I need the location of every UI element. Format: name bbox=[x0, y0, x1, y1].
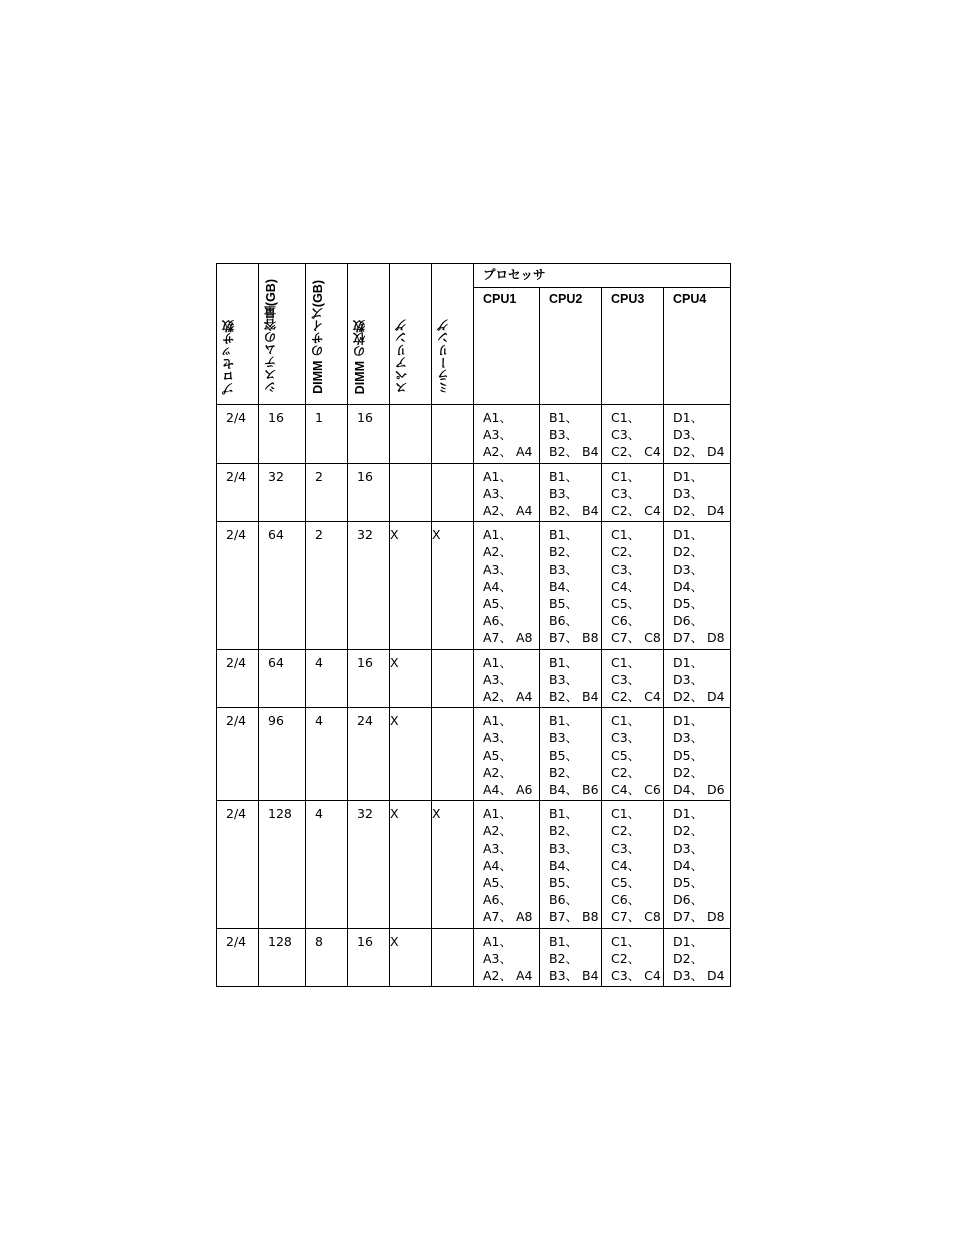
dimm-slot-entry: D1、 bbox=[673, 527, 704, 543]
cell-system-capacity: 16 bbox=[259, 405, 306, 464]
dimm-slot-entry: B1、 bbox=[549, 806, 579, 822]
dimm-slot-entry: B6、 bbox=[549, 892, 579, 908]
dimm-slot-entry: D2、 bbox=[673, 950, 704, 966]
dimm-slot-entry: C2、 C4 bbox=[611, 444, 661, 460]
cell-cpu2-slots bbox=[540, 649, 602, 708]
dimm-slot-entry: D5、 bbox=[673, 596, 704, 612]
cell-processor-count: 2/4 bbox=[217, 928, 259, 987]
cell-cpu3-slots bbox=[602, 708, 664, 801]
header-dimm-size-label: DIMM のサイズ bbox=[311, 307, 325, 394]
cell-cpu3-slots bbox=[602, 928, 664, 987]
dimm-slot-entry: A7、 A8 bbox=[483, 630, 533, 646]
dimm-slot-entry: C3、 bbox=[611, 730, 641, 746]
dimm-slot-entry: B5、 bbox=[549, 747, 579, 763]
dimm-slot-entry: C4、 bbox=[611, 578, 641, 594]
cell-processor-count: 2/4 bbox=[217, 801, 259, 928]
cell-processor-count: 2/4 bbox=[217, 708, 259, 801]
table-row bbox=[217, 463, 731, 522]
dimm-slot-entry: C2、 bbox=[611, 544, 641, 560]
dimm-slot-entry: C2、 C4 bbox=[611, 503, 661, 519]
dimm-slot-entry: A5、 bbox=[483, 747, 513, 763]
dimm-slot-entry: A3、 bbox=[483, 840, 513, 856]
cell-sparing bbox=[390, 405, 432, 464]
cell-cpu1-slots bbox=[474, 801, 540, 928]
cell-processor-count: 2/4 bbox=[217, 649, 259, 708]
dimm-slot-entry: C7、 C8 bbox=[611, 909, 661, 925]
cell-sparing: X bbox=[390, 801, 432, 928]
dimm-slot-entry: D3、 bbox=[673, 671, 704, 687]
cell-processor-count: 2/4 bbox=[217, 405, 259, 464]
cell-processor-count: 2/4 bbox=[217, 522, 259, 649]
table-row bbox=[217, 928, 731, 987]
dimm-slot-entry: C3、 C4 bbox=[611, 968, 661, 984]
cell-cpu4-slots bbox=[664, 522, 731, 649]
dimm-slot-entry: C1、 bbox=[611, 713, 641, 729]
dimm-slot-entry: D2、 bbox=[673, 544, 704, 560]
cell-cpu3-slots bbox=[602, 405, 664, 464]
dimm-slot-entry: C7、 C8 bbox=[611, 630, 661, 646]
cell-dimm-size: 4 bbox=[306, 801, 348, 928]
cell-cpu4-slots bbox=[664, 649, 731, 708]
dimm-slot-entry: A4、 A6 bbox=[483, 782, 533, 798]
dimm-slot-entry: C4、 bbox=[611, 857, 641, 873]
dimm-slot-entry: B3、 bbox=[549, 561, 579, 577]
dimm-slot-entry: B2、 bbox=[549, 950, 579, 966]
dimm-slot-entry: A6、 bbox=[483, 892, 513, 908]
cell-cpu4-slots bbox=[664, 463, 731, 522]
dimm-slot-entry: B2、 bbox=[549, 764, 579, 780]
cell-processor-count: 2/4 bbox=[217, 463, 259, 522]
cell-cpu2-slots bbox=[540, 801, 602, 928]
dimm-slot-entry: B2、 B4 bbox=[549, 444, 599, 460]
dimm-slot-entry: B3、 bbox=[549, 427, 579, 443]
header-dimm-size-unit: (GB) bbox=[311, 280, 325, 308]
dimm-slot-entry: B7、 B8 bbox=[549, 630, 599, 646]
cell-cpu2-slots bbox=[540, 405, 602, 464]
cell-dimm-size: 2 bbox=[306, 463, 348, 522]
dimm-slot-entry: D2、 bbox=[673, 823, 704, 839]
header-processor-count-label: プロセッサ数 bbox=[222, 320, 236, 395]
dimm-slot-entry: C6、 bbox=[611, 613, 641, 629]
dimm-slot-entry: C1、 bbox=[611, 654, 641, 670]
header-processor-count bbox=[217, 264, 259, 405]
dimm-slot-entry: A6、 bbox=[483, 613, 513, 629]
header-sparing bbox=[390, 264, 432, 405]
cell-mirroring: X bbox=[432, 801, 474, 928]
dimm-slot-entry: B3、 bbox=[549, 671, 579, 687]
dimm-slot-entry: D1、 bbox=[673, 410, 704, 425]
dimm-slot-entry: B1、 bbox=[549, 410, 579, 425]
cell-mirroring bbox=[432, 405, 474, 464]
dimm-slot-entry: A2、 A4 bbox=[483, 503, 533, 519]
dimm-slot-entry: A3、 bbox=[483, 485, 513, 501]
dimm-slot-entry: D2、 bbox=[673, 764, 704, 780]
dimm-slot-entry: C1、 bbox=[611, 468, 641, 484]
dimm-slot-entry: D2、 D4 bbox=[673, 503, 725, 519]
dimm-slot-entry: C5、 bbox=[611, 596, 641, 612]
dimm-slot-entry: B3、 B4 bbox=[549, 968, 599, 984]
dimm-slot-entry: A1、 bbox=[483, 410, 513, 425]
dimm-slot-entry: B5、 bbox=[549, 596, 579, 612]
cell-cpu3-slots bbox=[602, 649, 664, 708]
cell-cpu1-slots bbox=[474, 649, 540, 708]
dimm-slot-entry: B3、 bbox=[549, 485, 579, 501]
dimm-slot-entry: C2、 C4 bbox=[611, 689, 661, 705]
cell-dimm-size: 8 bbox=[306, 928, 348, 987]
dimm-slot-entry: D2、 D4 bbox=[673, 444, 725, 460]
cell-dimm-count: 16 bbox=[348, 928, 390, 987]
cell-system-capacity: 32 bbox=[259, 463, 306, 522]
header-system-capacity bbox=[259, 264, 306, 405]
cell-cpu4-slots bbox=[664, 928, 731, 987]
dimm-slot-entry: B1、 bbox=[549, 654, 579, 670]
cell-dimm-count: 16 bbox=[348, 649, 390, 708]
dimm-slot-entry: A4、 bbox=[483, 857, 513, 873]
cell-cpu2-slots bbox=[540, 463, 602, 522]
cell-cpu4-slots bbox=[664, 801, 731, 928]
dimm-slot-entry: A3、 bbox=[483, 671, 513, 687]
cell-dimm-size: 2 bbox=[306, 522, 348, 649]
dimm-slot-entry: B4、 bbox=[549, 578, 579, 594]
dimm-slot-entry: A5、 bbox=[483, 875, 513, 891]
dimm-slot-entry: D3、 bbox=[673, 485, 704, 501]
cell-sparing: X bbox=[390, 708, 432, 801]
header-cpu1: CPU1 bbox=[474, 288, 540, 405]
dimm-slot-entry: A1、 bbox=[483, 933, 513, 949]
dimm-slot-entry: D7、 D8 bbox=[673, 630, 725, 646]
table-row bbox=[217, 522, 731, 649]
table-row bbox=[217, 801, 731, 928]
cell-cpu1-slots bbox=[474, 708, 540, 801]
dimm-slot-entry: D4、 bbox=[673, 578, 704, 594]
dimm-slot-entry: B7、 B8 bbox=[549, 909, 599, 925]
dimm-slot-entry: D6、 bbox=[673, 613, 704, 629]
header-sparing-label: スペアリング bbox=[395, 319, 409, 394]
dimm-slot-entry: D3、 D4 bbox=[673, 968, 725, 984]
table-body bbox=[217, 405, 731, 987]
header-row-group bbox=[217, 264, 731, 288]
dimm-slot-entry: A3、 bbox=[483, 427, 513, 443]
dimm-slot-entry: A1、 bbox=[483, 468, 513, 484]
dimm-slot-entry: D1、 bbox=[673, 933, 704, 949]
dimm-slot-entry: B3、 bbox=[549, 840, 579, 856]
cell-mirroring bbox=[432, 463, 474, 522]
table-row bbox=[217, 405, 731, 464]
cell-mirroring bbox=[432, 649, 474, 708]
cell-cpu2-slots bbox=[540, 522, 602, 649]
cell-sparing: X bbox=[390, 522, 432, 649]
cell-cpu3-slots bbox=[602, 522, 664, 649]
dimm-slot-entry: B5、 bbox=[549, 875, 579, 891]
header-system-capacity-label: システムの容量 bbox=[264, 306, 278, 394]
dimm-slot-entry: B1、 bbox=[549, 468, 579, 484]
dimm-slot-entry: B2、 B4 bbox=[549, 689, 599, 705]
dimm-slot-entry: A3、 bbox=[483, 730, 513, 746]
dimm-slot-entry: C1、 bbox=[611, 410, 641, 425]
dimm-slot-entry: B2、 bbox=[549, 823, 579, 839]
cell-cpu4-slots bbox=[664, 708, 731, 801]
header-cpu3: CPU3 bbox=[602, 288, 664, 405]
cell-sparing: X bbox=[390, 928, 432, 987]
dimm-slot-entry: A1、 bbox=[483, 806, 513, 822]
cell-dimm-count: 32 bbox=[348, 801, 390, 928]
cell-system-capacity: 128 bbox=[259, 928, 306, 987]
dimm-slot-entry: A2、 bbox=[483, 764, 513, 780]
dimm-slot-entry: A3、 bbox=[483, 950, 513, 966]
memory-configuration-table bbox=[216, 263, 731, 987]
header-mirroring bbox=[432, 264, 474, 405]
dimm-slot-entry: B1、 bbox=[549, 527, 579, 543]
dimm-slot-entry: A7、 A8 bbox=[483, 909, 533, 925]
dimm-slot-entry: D7、 D8 bbox=[673, 909, 725, 925]
cell-system-capacity: 64 bbox=[259, 522, 306, 649]
dimm-slot-entry: B2、 B4 bbox=[549, 503, 599, 519]
cell-dimm-size: 4 bbox=[306, 649, 348, 708]
dimm-slot-entry: D1、 bbox=[673, 468, 704, 484]
dimm-slot-entry: C2、 bbox=[611, 764, 641, 780]
cell-cpu3-slots bbox=[602, 463, 664, 522]
dimm-slot-entry: B1、 bbox=[549, 933, 579, 949]
cell-system-capacity: 64 bbox=[259, 649, 306, 708]
cell-cpu4-slots bbox=[664, 405, 731, 464]
cell-sparing bbox=[390, 463, 432, 522]
cell-system-capacity: 128 bbox=[259, 801, 306, 928]
header-cpu2: CPU2 bbox=[540, 288, 602, 405]
dimm-slot-entry: B2、 bbox=[549, 544, 579, 560]
dimm-slot-entry: D1、 bbox=[673, 806, 704, 822]
dimm-slot-entry: D3、 bbox=[673, 840, 704, 856]
header-dimm-count bbox=[348, 264, 390, 405]
dimm-slot-entry: A1、 bbox=[483, 713, 513, 729]
header-dimm-count-label: DIMM の枚数 bbox=[353, 319, 367, 394]
dimm-slot-entry: D3、 bbox=[673, 561, 704, 577]
dimm-slot-entry: B4、 B6 bbox=[549, 782, 599, 798]
dimm-slot-entry: D1、 bbox=[673, 713, 704, 729]
dimm-slot-entry: A2、 A4 bbox=[483, 444, 533, 460]
dimm-slot-entry: A2、 bbox=[483, 544, 513, 560]
cell-cpu1-slots bbox=[474, 405, 540, 464]
cell-mirroring: X bbox=[432, 522, 474, 649]
dimm-slot-entry: D2、 D4 bbox=[673, 689, 725, 705]
header-processor-group: プロセッサ bbox=[474, 264, 731, 288]
dimm-slot-entry: C4、 C6 bbox=[611, 782, 661, 798]
cell-dimm-count: 16 bbox=[348, 463, 390, 522]
dimm-slot-entry: C2、 bbox=[611, 823, 641, 839]
dimm-slot-entry: C2、 bbox=[611, 950, 641, 966]
dimm-slot-entry: C1、 bbox=[611, 527, 641, 543]
cell-cpu2-slots bbox=[540, 708, 602, 801]
dimm-slot-entry: D4、 D6 bbox=[673, 782, 725, 798]
dimm-slot-entry: A1、 bbox=[483, 654, 513, 670]
dimm-slot-entry: C5、 bbox=[611, 875, 641, 891]
dimm-slot-entry: C3、 bbox=[611, 485, 641, 501]
dimm-slot-entry: C1、 bbox=[611, 933, 641, 949]
cell-system-capacity: 96 bbox=[259, 708, 306, 801]
dimm-slot-entry: A1、 bbox=[483, 527, 513, 543]
dimm-slot-entry: B4、 bbox=[549, 857, 579, 873]
dimm-slot-entry: B3、 bbox=[549, 730, 579, 746]
header-cpu4: CPU4 bbox=[664, 288, 731, 405]
dimm-slot-entry: A5、 bbox=[483, 596, 513, 612]
dimm-slot-entry: A3、 bbox=[483, 561, 513, 577]
dimm-slot-entry: A4、 bbox=[483, 578, 513, 594]
header-system-capacity-unit: (GB) bbox=[264, 279, 278, 307]
dimm-slot-entry: D4、 bbox=[673, 857, 704, 873]
cell-dimm-size: 1 bbox=[306, 405, 348, 464]
cell-dimm-count: 16 bbox=[348, 405, 390, 464]
dimm-slot-entry: C5、 bbox=[611, 747, 641, 763]
dimm-slot-entry: A2、 A4 bbox=[483, 968, 533, 984]
dimm-slot-entry: C3、 bbox=[611, 671, 641, 687]
cell-cpu1-slots bbox=[474, 463, 540, 522]
dimm-slot-entry: D1、 bbox=[673, 654, 704, 670]
cell-cpu2-slots bbox=[540, 928, 602, 987]
table-row bbox=[217, 708, 731, 801]
dimm-slot-entry: C6、 bbox=[611, 892, 641, 908]
cell-dimm-count: 24 bbox=[348, 708, 390, 801]
cell-mirroring bbox=[432, 708, 474, 801]
cell-sparing: X bbox=[390, 649, 432, 708]
dimm-slot-entry: B6、 bbox=[549, 613, 579, 629]
dimm-slot-entry: C3、 bbox=[611, 840, 641, 856]
dimm-slot-entry: C3、 bbox=[611, 561, 641, 577]
cell-cpu1-slots bbox=[474, 928, 540, 987]
header-mirroring-label: ミラーリング bbox=[437, 319, 451, 394]
cell-cpu1-slots bbox=[474, 522, 540, 649]
dimm-slot-entry: D5、 bbox=[673, 747, 704, 763]
dimm-slot-entry: A2、 A4 bbox=[483, 689, 533, 705]
cell-cpu3-slots bbox=[602, 801, 664, 928]
header-dimm-size bbox=[306, 264, 348, 405]
cell-dimm-size: 4 bbox=[306, 708, 348, 801]
cell-mirroring bbox=[432, 928, 474, 987]
dimm-slot-entry: D5、 bbox=[673, 875, 704, 891]
dimm-slot-entry: D3、 bbox=[673, 427, 704, 443]
table-row bbox=[217, 649, 731, 708]
dimm-slot-entry: D6、 bbox=[673, 892, 704, 908]
dimm-slot-entry: C1、 bbox=[611, 806, 641, 822]
dimm-slot-entry: D3、 bbox=[673, 730, 704, 746]
dimm-slot-entry: B1、 bbox=[549, 713, 579, 729]
dimm-slot-entry: C3、 bbox=[611, 427, 641, 443]
cell-dimm-count: 32 bbox=[348, 522, 390, 649]
dimm-slot-entry: A2、 bbox=[483, 823, 513, 839]
